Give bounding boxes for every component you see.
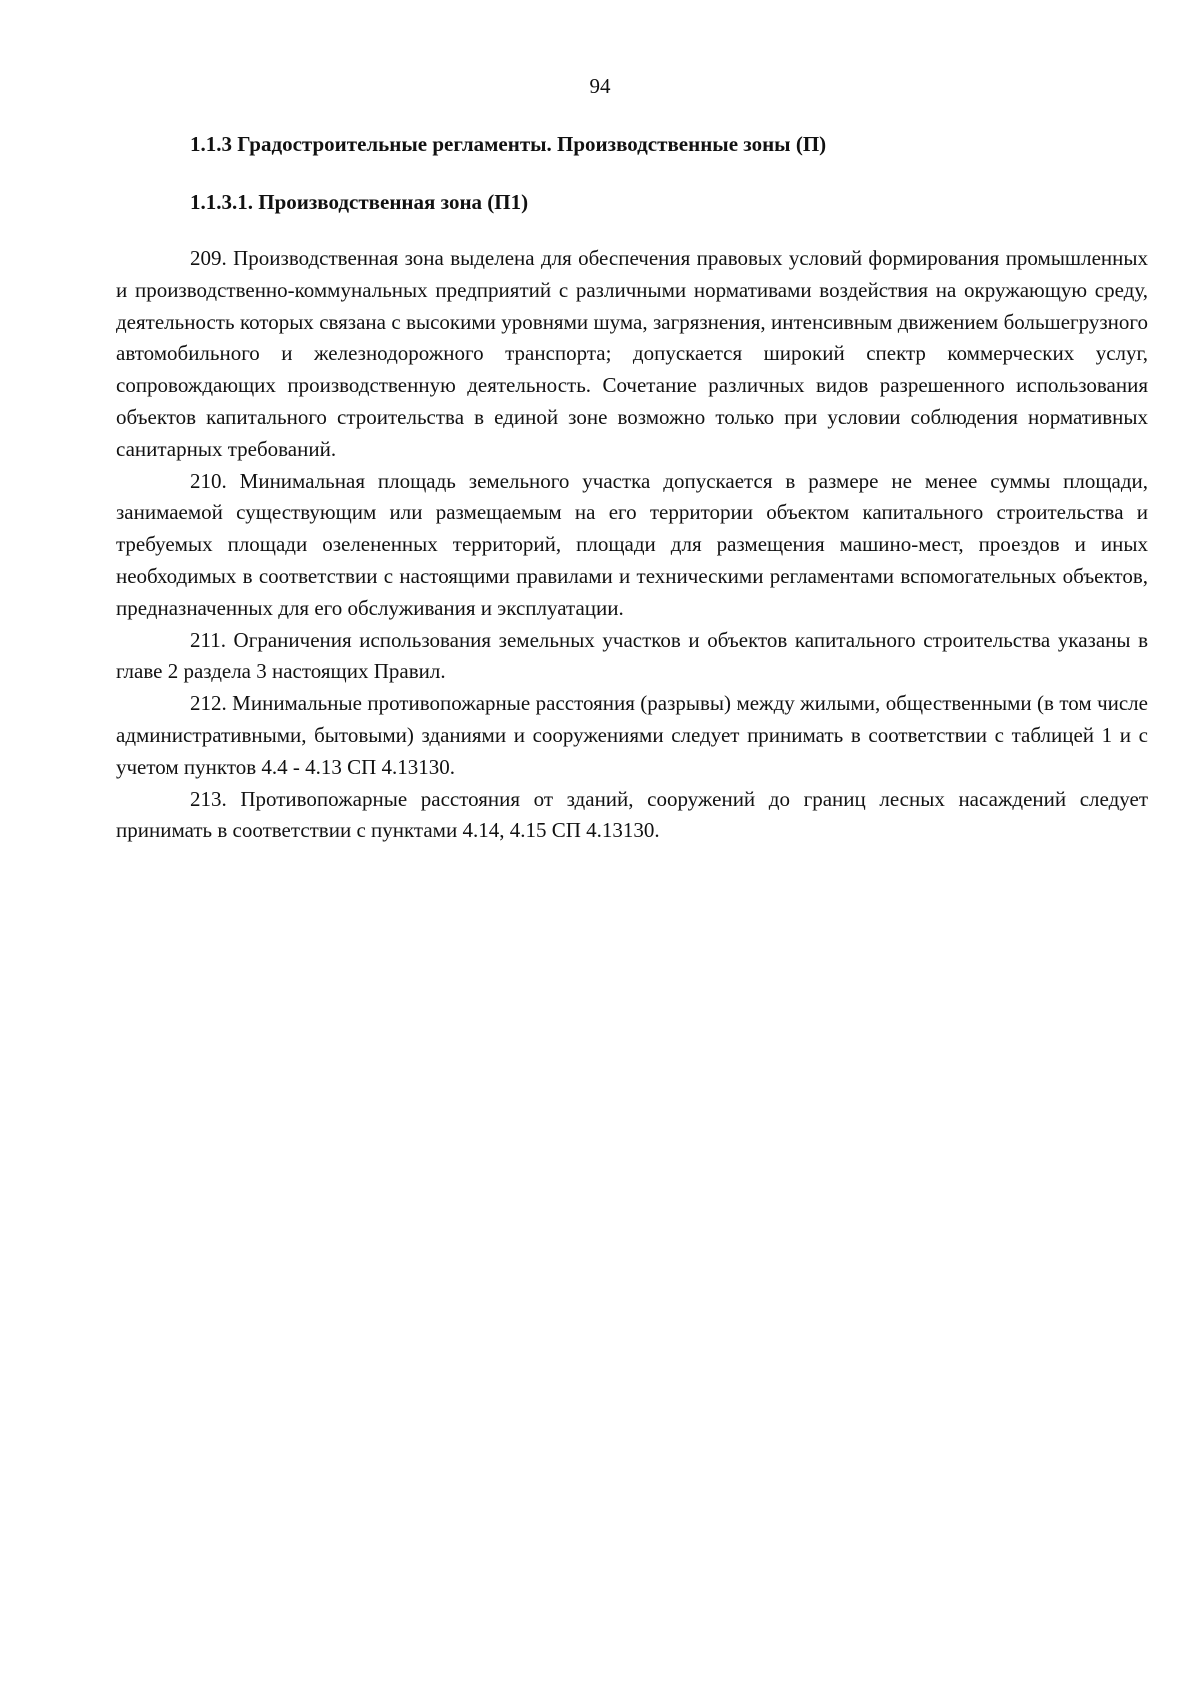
paragraph-210: 210. Минимальная площадь земельного участка допускается в размере не менее суммы площади, занимаемой существующим или размещаемым на его территории объектом капитального строительства и требуемых площади озелененных территорий, площади для размещения машино-мест, проездов и иных необходимых в соответствии с настоящими правилами и техническими регламентами вспомогательных объектов, предназначенных для его обслуживания и эксплуатации. (116, 468, 1148, 620)
page-number: 94 (589, 74, 611, 98)
paragraph-213: 213. Противопожарные расстояния от зданий, сооружений до границ лесных насаждений следует принимать в соответствии с пунктами 4.14, 4.15 СП 4.13130. (116, 786, 1148, 843)
document-body (116, 243, 1148, 847)
paragraph-209: 209. Производственная зона выделена для обеспечения правовых условий формирования промышленных и производственно-коммунальных предприятий с различными нормативами воздействия на окружающую среду, деятельность которых связана с высокими уровнями шума, загрязнения, интенсивным движением большегрузного автомобильного и железнодорожного транспорта; допускается широкий спектр коммерческих услуг, сопровождающих производственную деятельность. Сочетание различных видов разрешенного использования объектов капитального строительства в единой зоне возможно только при условии соблюдения нормативных санитарных требований. (116, 246, 1148, 461)
subsection-heading: 1.1.3.1. Производственная зона (П1) (190, 190, 529, 214)
paragraph-211: 211. Ограничения использования земельных участков и объектов капитального строительства указаны в главе 2 раздела 3 настоящих Правил. (116, 627, 1148, 684)
paragraph-212: 212. Минимальные противопожарные расстояния (разрывы) между жилыми, общественными (в том числе административными, бытовыми) зданиями и сооружениями следует принимать в соответствии с таблицей 1 и с учетом пунктов 4.4 - 4.13 СП 4.13130. (116, 691, 1148, 779)
section-heading: 1.1.3 Градостроительные регламенты. Производственные зоны (П) (190, 132, 827, 156)
